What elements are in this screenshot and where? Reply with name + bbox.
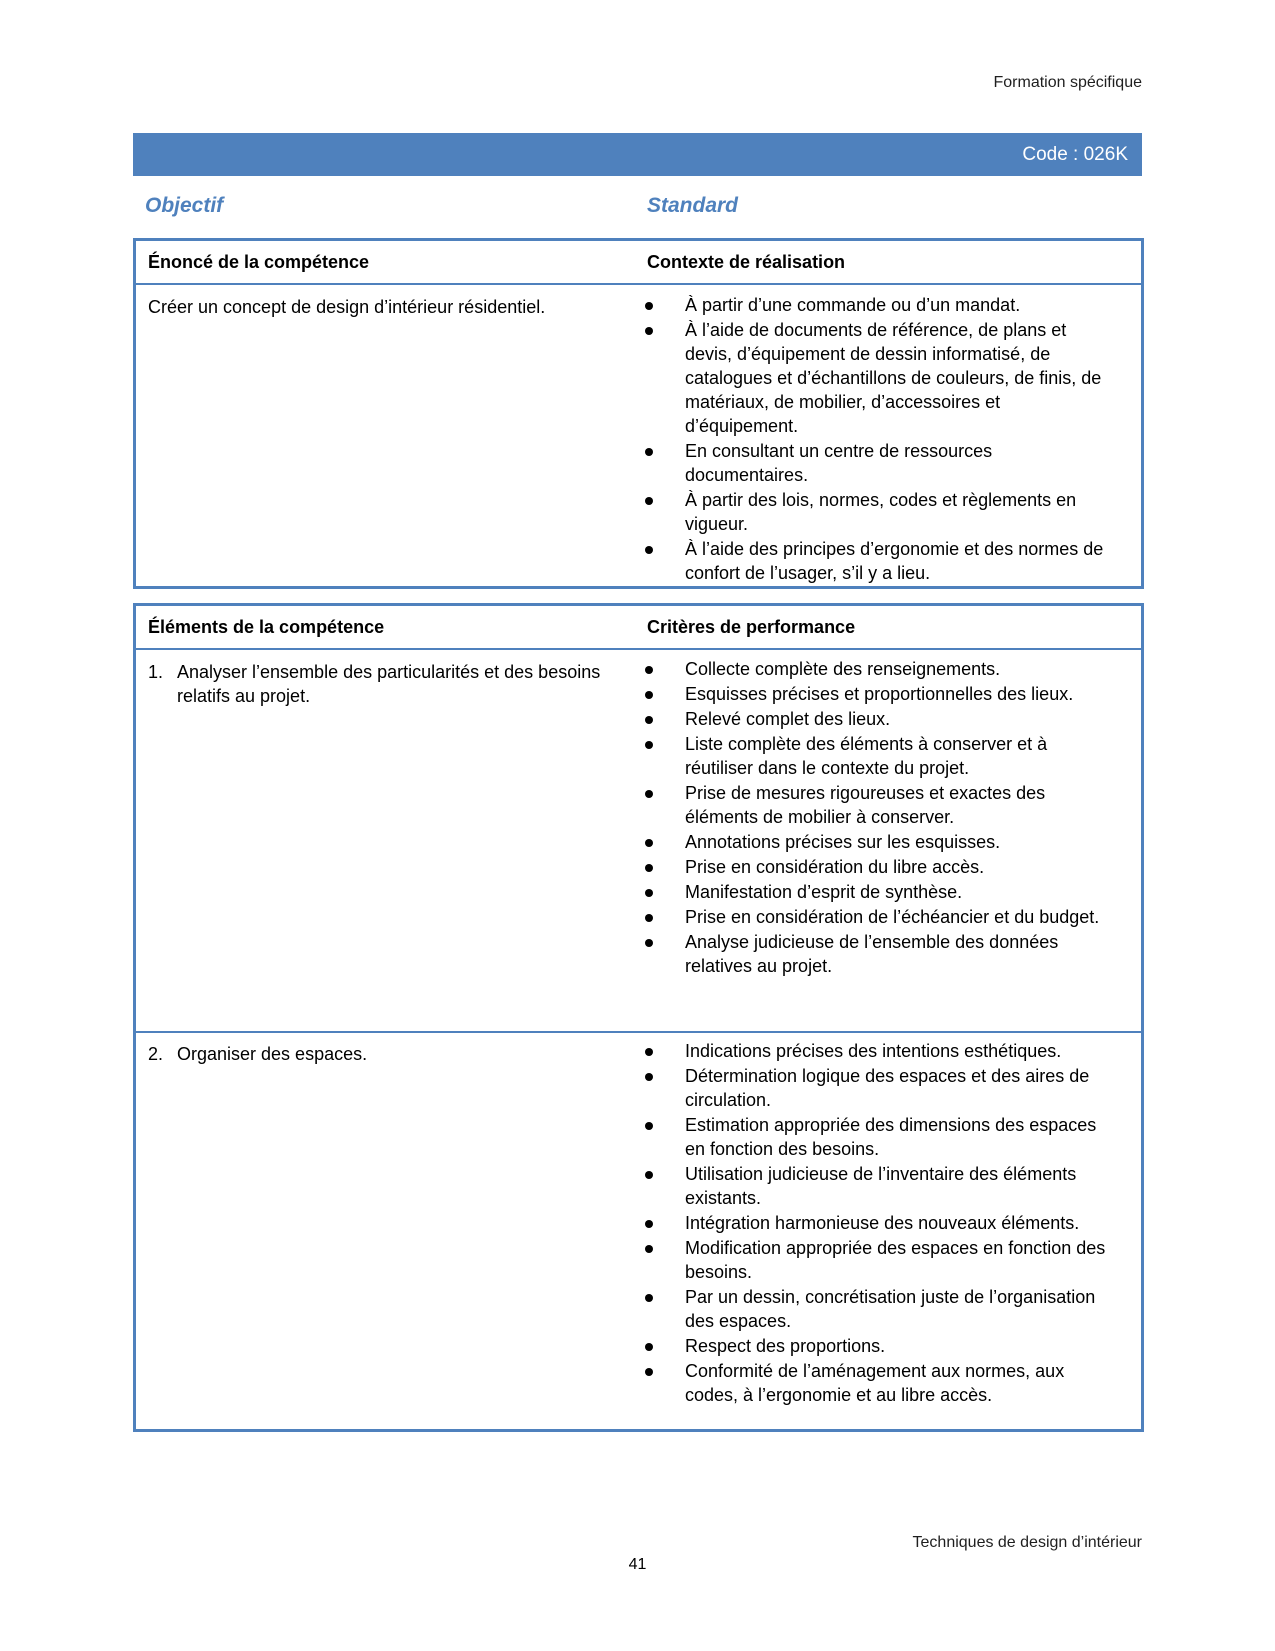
list-item: Liste complète des éléments à conserver et à réutiliser dans le contexte du projet. xyxy=(640,732,1110,780)
list-item: À partir des lois, normes, codes et règlements en vigueur. xyxy=(640,488,1110,536)
context-list xyxy=(640,293,1110,586)
list-item: À partir d’une commande ou d’un mandat. xyxy=(640,293,1110,317)
list-item: Conformité de l’aménagement aux normes, aux codes, à l’ergonomie et au libre accès. xyxy=(640,1359,1110,1407)
competence-table xyxy=(133,238,1144,589)
page-number: 41 xyxy=(628,1556,647,1573)
list-item: Modification appropriée des espaces en fonction des besoins. xyxy=(640,1236,1110,1284)
standard-heading: Standard xyxy=(647,194,739,217)
list-item: Esquisses précises et proportionnelles des lieux. xyxy=(640,682,1110,706)
row-divider xyxy=(136,1031,1141,1033)
objectif-heading: Objectif xyxy=(145,194,224,217)
list-item: En consultant un centre de ressources documentaires. xyxy=(640,439,1110,487)
competence-statement: Créer un concept de design d’intérieur résidentiel. xyxy=(148,297,546,317)
elements-table xyxy=(133,603,1144,1432)
element-text: Organiser des espaces. xyxy=(177,1044,368,1064)
list-item: Utilisation judicieuse de l’inventaire des éléments existants. xyxy=(640,1162,1110,1210)
enonce-header: Énoncé de la compétence xyxy=(148,252,370,272)
element-number: 1. xyxy=(148,662,164,682)
elements-header: Éléments de la compétence xyxy=(148,617,385,637)
criteria-list xyxy=(640,657,1110,979)
element-number: 2. xyxy=(148,1044,164,1064)
contexte-header: Contexte de réalisation xyxy=(647,252,846,272)
criteres-header: Critères de performance xyxy=(647,617,856,637)
list-item: Relevé complet des lieux. xyxy=(640,707,1110,731)
elements-table-header xyxy=(136,606,1141,650)
list-item: À l’aide de documents de référence, de plans et devis, d’équipement de dessin informatisé, de catalogues et d’échantillons de couleurs, de finis, de matériaux, de mobilier, d’accessoires et d’équipement. xyxy=(640,318,1110,438)
code-banner xyxy=(133,133,1142,176)
criteria-list xyxy=(640,1039,1110,1408)
element-text: Analyser l’ensemble des particularités et des besoins relatifs au projet. xyxy=(177,662,601,706)
list-item: Prise en considération du libre accès. xyxy=(640,855,1110,879)
list-item: Par un dessin, concrétisation juste de l’organisation des espaces. xyxy=(640,1285,1110,1333)
list-item: Analyse judicieuse de l’ensemble des données relatives au projet. xyxy=(640,930,1110,978)
list-item: Respect des proportions. xyxy=(640,1334,1110,1358)
list-item: Indications précises des intentions esthétiques. xyxy=(640,1039,1110,1063)
list-item: Manifestation d’esprit de synthèse. xyxy=(640,880,1110,904)
competence-table-header xyxy=(136,241,1141,285)
section-label: Formation spécifique xyxy=(993,74,1142,91)
list-item: À l’aide des principes d’ergonomie et des normes de confort de l’usager, s’il y a lieu. xyxy=(640,537,1110,585)
list-item: Prise de mesures rigoureuses et exactes des éléments de mobilier à conserver. xyxy=(640,781,1110,829)
list-item: Annotations précises sur les esquisses. xyxy=(640,830,1110,854)
program-label: Techniques de design d’intérieur xyxy=(912,1534,1142,1551)
list-item: Prise en considération de l’échéancier et du budget. xyxy=(640,905,1110,929)
list-item: Collecte complète des renseignements. xyxy=(640,657,1110,681)
list-item: Intégration harmonieuse des nouveaux éléments. xyxy=(640,1211,1110,1235)
list-item: Détermination logique des espaces et des aires de circulation. xyxy=(640,1064,1110,1112)
list-item: Estimation appropriée des dimensions des espaces en fonction des besoins. xyxy=(640,1113,1110,1161)
competency-code: Code : 026K xyxy=(1022,144,1128,165)
